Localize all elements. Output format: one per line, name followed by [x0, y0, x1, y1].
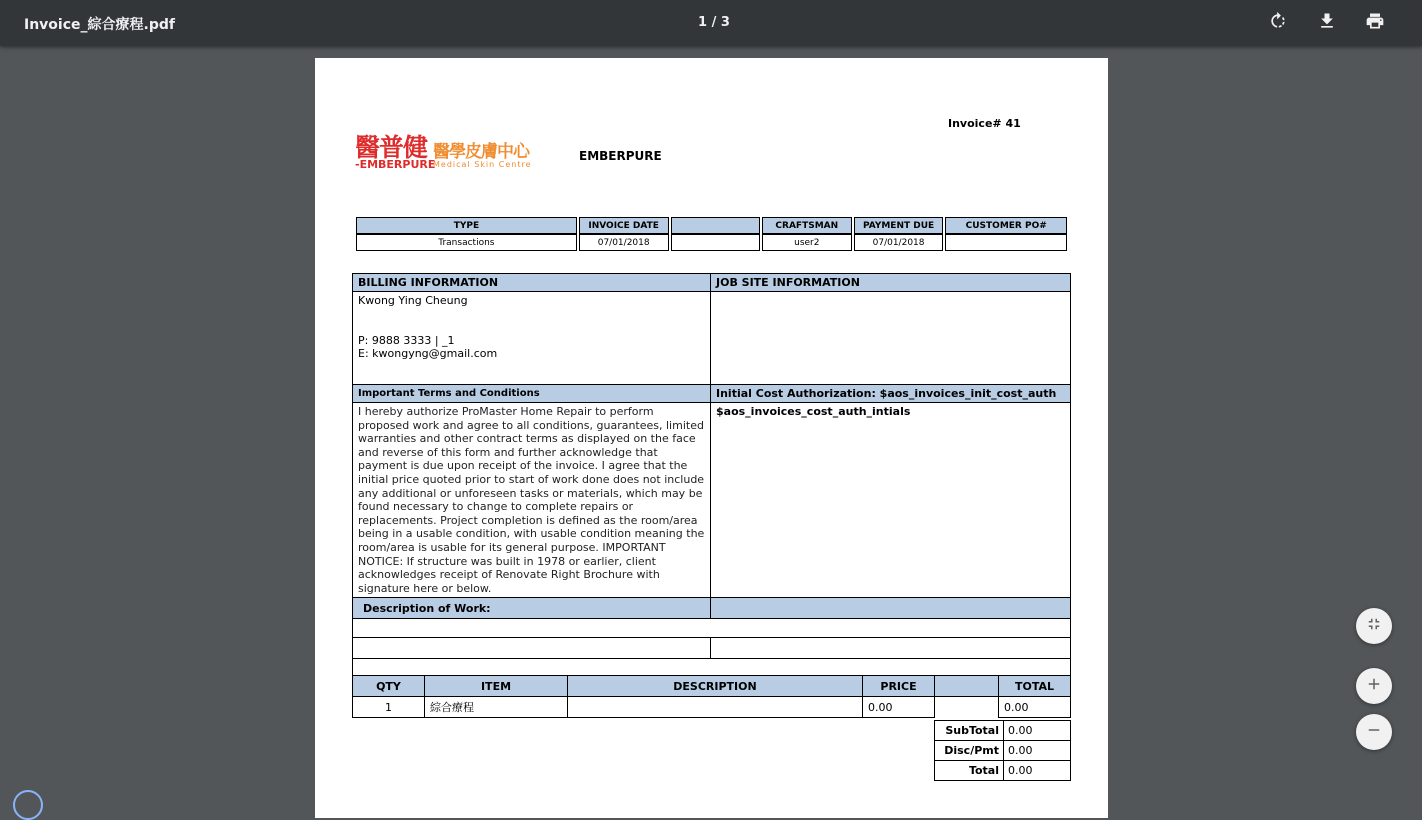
- type-value: Transactions: [356, 234, 577, 251]
- terms-text: I hereby authorize ProMaster Home Repair to perform proposed work and agree to all conditions, guarantees, limited warranties and other contract terms as displayed on the face and reverse of this form and further acknowledge that payment is due upon receipt of the invoice. I agree that the initial price quoted prior to start of work done does not include any additional or unforeseen tasks or materials, which may be found necessary to change to complete repairs or replacements. Project completion is defined as the room/area being in a usable condition, with usable condition meaning the room/area is usable for its general purpose. IMPORTANT NOTICE: If structure was built in 1978 or earlier, client acknowledges receipt of Renovate Right Brochure with signature here or below.: [353, 403, 711, 598]
- item-price: 0.00: [863, 697, 935, 718]
- item-blank: [935, 697, 999, 718]
- item-header: ITEM: [425, 676, 568, 697]
- corner-indicator: [13, 790, 43, 820]
- item-name: 綜合療程: [425, 697, 568, 718]
- total-label: Total: [935, 761, 1004, 781]
- download-icon: [1317, 11, 1337, 35]
- pdf-page: [315, 58, 1108, 818]
- logo-english-subtitle: Medical Skin Centre: [433, 160, 532, 169]
- items-table: [352, 675, 1071, 718]
- work-cell-left: [353, 638, 711, 659]
- print-button[interactable]: [1363, 11, 1387, 35]
- logo-english-brand: -EMBERPURE: [355, 158, 436, 171]
- logo-chinese-subtitle: 醫學皮膚中心: [433, 142, 529, 162]
- subtotal-label: SubTotal: [935, 721, 1004, 741]
- subtotal-value: 0.00: [1004, 721, 1071, 741]
- work-cell-right: [711, 638, 1071, 659]
- payment-due-value: 07/01/2018: [854, 234, 944, 251]
- totals-table: [934, 720, 1071, 781]
- total-header: TOTAL: [999, 676, 1071, 697]
- customer-name: Kwong Ying Cheung: [358, 294, 468, 307]
- customer-po-value: [945, 234, 1067, 251]
- file-name: Invoice_綜合療程.pdf: [24, 17, 175, 33]
- billing-info-header: BILLING INFORMATION: [353, 274, 711, 292]
- discount-value: 0.00: [1004, 741, 1071, 761]
- billing-info-body: [353, 292, 711, 385]
- item-qty: 1: [353, 697, 425, 718]
- qty-header: QTY: [353, 676, 425, 697]
- blank-header: [671, 217, 760, 234]
- blank-item-header: [935, 676, 999, 697]
- invoice-date-value: 07/01/2018: [579, 234, 669, 251]
- customer-phone: P: 9888 3333 | _1: [358, 334, 455, 347]
- rotate-icon: [1268, 11, 1288, 35]
- print-icon: [1365, 11, 1385, 35]
- customer-email: E: kwongyng@gmail.com: [358, 347, 498, 360]
- customer-po-header: CUSTOMER PO#: [945, 217, 1067, 234]
- item-total: 0.00: [999, 697, 1071, 718]
- terms-header: Important Terms and Conditions: [353, 385, 711, 403]
- description-header: DESCRIPTION: [568, 676, 863, 697]
- init-cost-header: Initial Cost Authorization: $aos_invoices_init_cost_auth: [711, 385, 1071, 403]
- work-description-header: Description of Work:: [353, 598, 711, 619]
- download-button[interactable]: [1315, 11, 1339, 35]
- work-row: [353, 619, 1071, 638]
- payment-due-header: PAYMENT DUE: [854, 217, 944, 234]
- craftsman-header: CRAFTSMAN: [762, 217, 852, 234]
- invoice-date-header: INVOICE DATE: [579, 217, 669, 234]
- fit-page-icon: [1365, 615, 1383, 637]
- total-value: 0.00: [1004, 761, 1071, 781]
- job-site-header: JOB SITE INFORMATION: [711, 274, 1071, 292]
- logo-chinese-brand: 醫普健: [355, 133, 428, 162]
- type-header: TYPE: [356, 217, 577, 234]
- init-cost-value: $aos_invoices_cost_auth_intials: [711, 403, 1071, 598]
- billing-table: [352, 273, 1071, 677]
- item-description: [568, 697, 863, 718]
- pdf-toolbar: [0, 0, 1422, 46]
- zoom-out-icon: [1365, 721, 1383, 743]
- invoice-number: Invoice# 41: [948, 117, 1021, 130]
- invoice-info-table: [354, 217, 1069, 251]
- zoom-in-button[interactable]: [1356, 668, 1392, 704]
- price-header: PRICE: [863, 676, 935, 697]
- zoom-in-icon: [1365, 675, 1383, 697]
- discount-label: Disc/Pmt: [935, 741, 1004, 761]
- rotate-button[interactable]: [1266, 11, 1290, 35]
- work-description-header-right: [711, 598, 1071, 619]
- page-indicator: 1 / 3: [698, 15, 730, 30]
- blank-value: [671, 234, 760, 251]
- company-name: EMBERPURE: [579, 149, 662, 163]
- job-site-body: [711, 292, 1071, 385]
- table-row: [353, 697, 1071, 718]
- fit-to-page-button[interactable]: [1356, 608, 1392, 644]
- craftsman-value: user2: [762, 234, 852, 251]
- company-logo: [355, 128, 537, 174]
- zoom-out-button[interactable]: [1356, 714, 1392, 750]
